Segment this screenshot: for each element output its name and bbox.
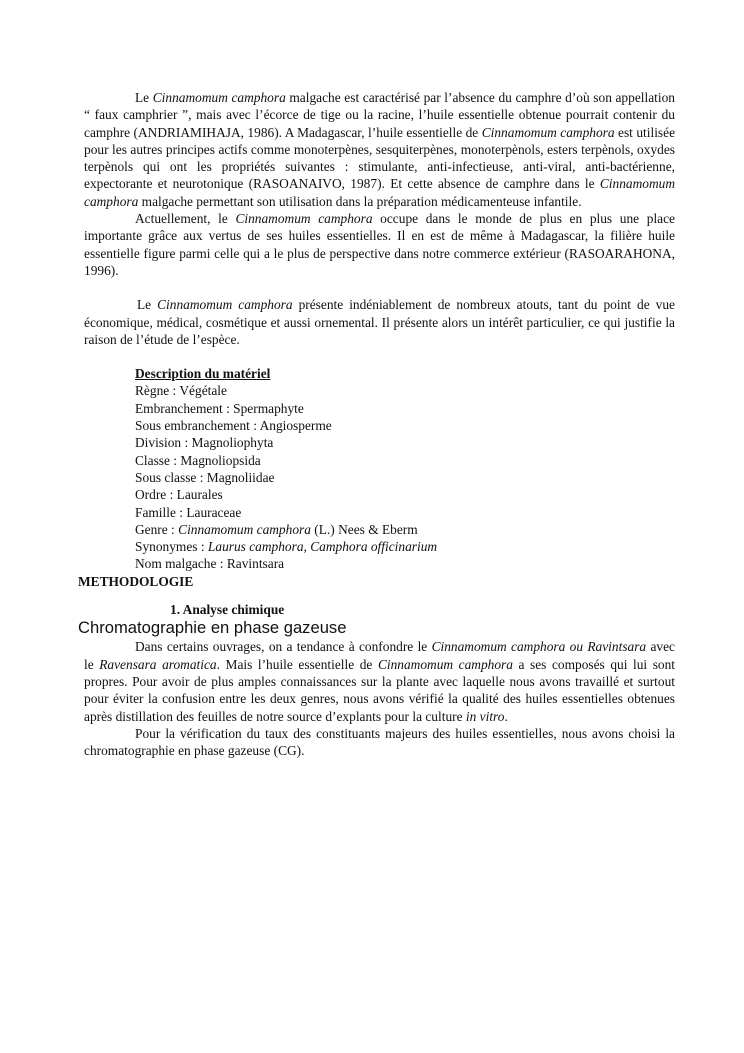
text: présente indéniablement de nombreux atouts, tant du point de vue économique, médical, cosmétique et aussi ornemental. Il présente alors un intérêt particulier, ce qui justifie la raison de l’étude de l’espèce. xyxy=(84,297,675,347)
species-name: Ravensara aromatica xyxy=(99,656,217,672)
description-title: Description du matériel xyxy=(135,366,271,382)
species-name: Laurus camphora, Camphora officinarium xyxy=(207,539,438,555)
species-name: Cinnamomum camphora xyxy=(235,211,373,227)
paragraph-cg: Pour la vérification du taux des constituants majeurs des huiles essentielles, nous avons choisi la chromatographie en phase gazeuse (CG). xyxy=(84,725,675,759)
text: Synonymes : xyxy=(135,539,208,555)
term: in vitro xyxy=(465,708,505,724)
text: Dans certains ouvrages, on a tendance à confondre le xyxy=(135,639,432,655)
section-heading: 1. Analyse chimique xyxy=(170,602,285,618)
text: . Mais l’huile essentielle de xyxy=(216,656,378,672)
text: Genre : xyxy=(135,521,179,537)
paragraph-confusion xyxy=(84,638,675,724)
paragraph-actuellement xyxy=(84,210,675,279)
nom-malgache: Nom malgache : Ravintsara xyxy=(135,556,285,572)
ordre: Ordre : Laurales xyxy=(135,487,223,503)
sous-classe: Sous classe : Magnoliidae xyxy=(135,469,275,485)
text: a ses composés qui lui sont propres. Pour avoir de plus amples connaissances sur la plante avec laquelle nous avons travaillé et surtout pour éviter la confusion entre les deux genres, nous avons vérifié la qualité des huiles essentielles obtenues après distillation des feuilles de notre source d’explants pour la culture xyxy=(84,656,676,724)
document-page xyxy=(78,89,676,759)
text: malgache est caractérisé par l’absence du camphre d’où son appellation “ faux camphrier ”, mais avec l’écorce de tige ou la racine, l’huile essentielle obtenue pourrait contenir du camphre (ANDRIAMIHAJA, 1986). A Madagascar, l’huile essentielle de xyxy=(84,90,675,140)
text: Le xyxy=(137,297,158,313)
text: Actuellement, le xyxy=(135,211,236,227)
species-name: Cinnamomum camphora xyxy=(377,656,513,672)
species-name: Cinnamomum camphora ou Ravintsara xyxy=(431,639,647,655)
genre xyxy=(135,521,675,538)
methodologie-heading: METHODOLOGIE xyxy=(78,573,194,589)
text: est utilisée pour les autres principes actifs comme monoterpènes, sesquiterpènes, monoterpènols, esters terpènols, oxydes terpènols qui ont les propriétés suivantes : stimulante, anti-infectieuse, anti-viral, anti-bactérienne, expectorante et neurotonique (RASOANAIVO, 1987). Et cette absence de camphre dans le xyxy=(84,124,676,192)
division: Division : Magnoliophyta xyxy=(135,435,274,451)
text: avec le xyxy=(84,639,675,672)
species-name: Cinnamomum camphora xyxy=(84,176,675,209)
species-name: Cinnamomum camphora xyxy=(157,297,293,313)
species-name: Cinnamomum camphora xyxy=(481,124,615,140)
species-name: Cinnamomum camphora xyxy=(178,521,311,537)
classe: Classe : Magnoliopsida xyxy=(135,452,261,468)
spacer xyxy=(84,279,675,296)
text: Le xyxy=(135,90,153,105)
text: . xyxy=(504,708,508,724)
text: occupe dans le monde de plus en plus une place importante grâce aux vertus de ses huiles essentielles. Il en est de même à Madagascar, la filière huile essentielle figure parmi celle qui a le plus de perspective dans notre commerce extérieur (RASOARAHONA, 1996). xyxy=(84,211,676,278)
sous-embranchement: Sous embranchement : Angiosperme xyxy=(135,418,332,434)
text: (L.) Nees & Eberm xyxy=(310,521,418,537)
subsection-heading: Chromatographie en phase gazeuse xyxy=(78,618,347,638)
paragraph-atouts xyxy=(84,296,675,348)
regne: Règne : Végétale xyxy=(135,383,227,399)
text: malgache permettant son utilisation dans la préparation médicamenteuse infantile. xyxy=(138,193,582,209)
spacer xyxy=(84,348,675,365)
species-name: Cinnamomum camphora xyxy=(152,90,286,105)
famille: Famille : Lauraceae xyxy=(135,504,242,520)
paragraph-intro xyxy=(84,89,675,210)
material-description xyxy=(135,365,675,573)
embranchement: Embranchement : Spermaphyte xyxy=(135,400,304,416)
synonymes xyxy=(135,538,675,555)
